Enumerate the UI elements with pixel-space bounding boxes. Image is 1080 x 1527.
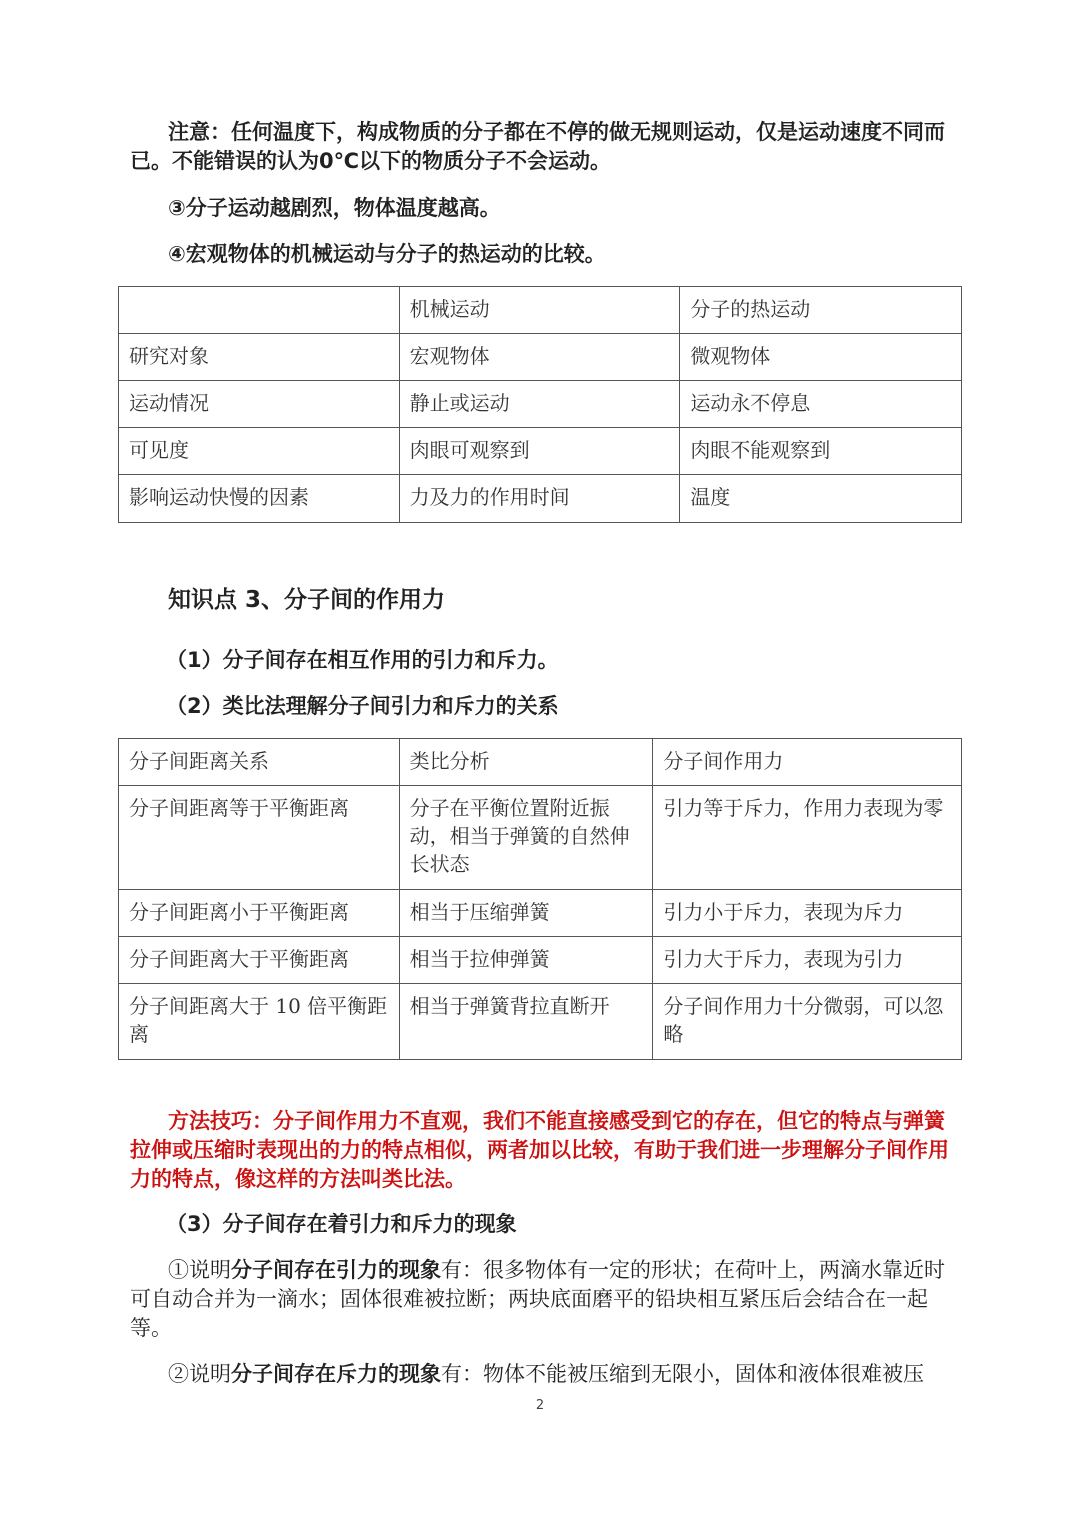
table-cell: 相当于压缩弹簧	[399, 890, 653, 937]
table-cell: 运动永不停息	[680, 381, 962, 428]
item-3: （3）分子间存在着引力和斥力的现象	[166, 1212, 517, 1236]
force-analogy-table	[118, 738, 962, 1060]
table-cell: 分子在平衡位置附近振动，相当于弹簧的自然伸长状态	[399, 786, 653, 890]
table-cell: 可见度	[119, 428, 400, 475]
table-cell: 分子间距离等于平衡距离	[119, 786, 400, 890]
table-cell: 肉眼可观察到	[399, 428, 680, 475]
table-row	[119, 937, 962, 984]
table-row	[119, 381, 962, 428]
section-3-heading: 知识点 3、分子间的作用力	[168, 587, 446, 613]
table-cell: 引力大于斥力，表现为引力	[653, 937, 962, 984]
table-row	[119, 334, 962, 381]
attraction-text: 有：很多物体有一定的形状；在荷叶上，两滴水靠近时可自动合并为一滴水；固体很难被拉断；两块底面磨平的铅块相互紧压后会结合在一起等。	[130, 1258, 945, 1340]
table-cell: 研究对象	[119, 334, 400, 381]
table-header-cell: 类比分析	[399, 739, 653, 786]
table-row	[119, 890, 962, 937]
table-header-row	[119, 739, 962, 786]
table-cell: 宏观物体	[399, 334, 680, 381]
table-row	[119, 475, 962, 523]
table-cell: 分子间距离小于平衡距离	[119, 890, 400, 937]
repulsion-prefix: ②说明	[168, 1362, 231, 1386]
thermal-motion-table	[118, 286, 962, 523]
table-cell: 微观物体	[680, 334, 962, 381]
table-cell: 分子间距离大于 10 倍平衡距离	[119, 984, 400, 1060]
point-4: ④宏观物体的机械运动与分子的热运动的比较。	[168, 242, 606, 266]
table-cell: 温度	[680, 475, 962, 523]
item-1: （1）分子间存在相互作用的引力和斥力。	[166, 648, 559, 672]
note-label: 注意：	[168, 120, 231, 144]
point-3: ③分子运动越剧烈，物体温度越高。	[168, 196, 501, 220]
table-row	[119, 428, 962, 475]
repulsion-key-phrase: 分子间存在斥力的现象	[231, 1362, 441, 1386]
attraction-key-phrase: 分子间存在引力的现象	[231, 1258, 441, 1282]
table-cell: 引力小于斥力，表现为斥力	[653, 890, 962, 937]
note-text: 任何温度下，构成物质的分子都在不停的做无规则运动，仅是运动速度不同而已。不能错误的认为0℃以下的物质分子不会运动。	[130, 120, 945, 173]
table-header-row	[119, 287, 962, 334]
table-cell: 静止或运动	[399, 381, 680, 428]
table-header-cell: 分子间作用力	[653, 739, 962, 786]
table-cell: 引力等于斥力，作用力表现为零	[653, 786, 962, 890]
table-row	[119, 984, 962, 1060]
repulsion-paragraph	[130, 1360, 956, 1389]
table-cell: 影响运动快慢的因素	[119, 475, 400, 523]
table-cell: 力及力的作用时间	[399, 475, 680, 523]
table-cell: 运动情况	[119, 381, 400, 428]
attraction-prefix: ①说明	[168, 1258, 231, 1282]
table-header-cell: 分子间距离关系	[119, 739, 400, 786]
table-cell: 分子间距离大于平衡距离	[119, 937, 400, 984]
item-2: （2）类比法理解分子间引力和斥力的关系	[166, 694, 559, 718]
note-paragraph	[130, 118, 956, 176]
table-cell: 相当于拉伸弹簧	[399, 937, 653, 984]
table-header-cell	[119, 287, 400, 334]
table-cell: 分子间作用力十分微弱，可以忽略	[653, 984, 962, 1060]
repulsion-text: 有：物体不能被压缩到无限小，固体和液体很难被压	[441, 1362, 924, 1386]
table-cell: 肉眼不能观察到	[680, 428, 962, 475]
table-header-cell: 分子的热运动	[680, 287, 962, 334]
table-cell: 相当于弹簧背拉直断开	[399, 984, 653, 1060]
method-tip: 方法技巧：分子间作用力不直观，我们不能直接感受到它的存在，但它的特点与弹簧拉伸或压缩时表现出的力的特点相似，两者加以比较，有助于我们进一步理解分子间作用力的特点，像这样的方法叫类比法。	[130, 1109, 949, 1191]
page-number: 2	[535, 1398, 545, 1413]
attraction-paragraph	[130, 1256, 956, 1343]
table-row	[119, 786, 962, 890]
table-header-cell: 机械运动	[399, 287, 680, 334]
